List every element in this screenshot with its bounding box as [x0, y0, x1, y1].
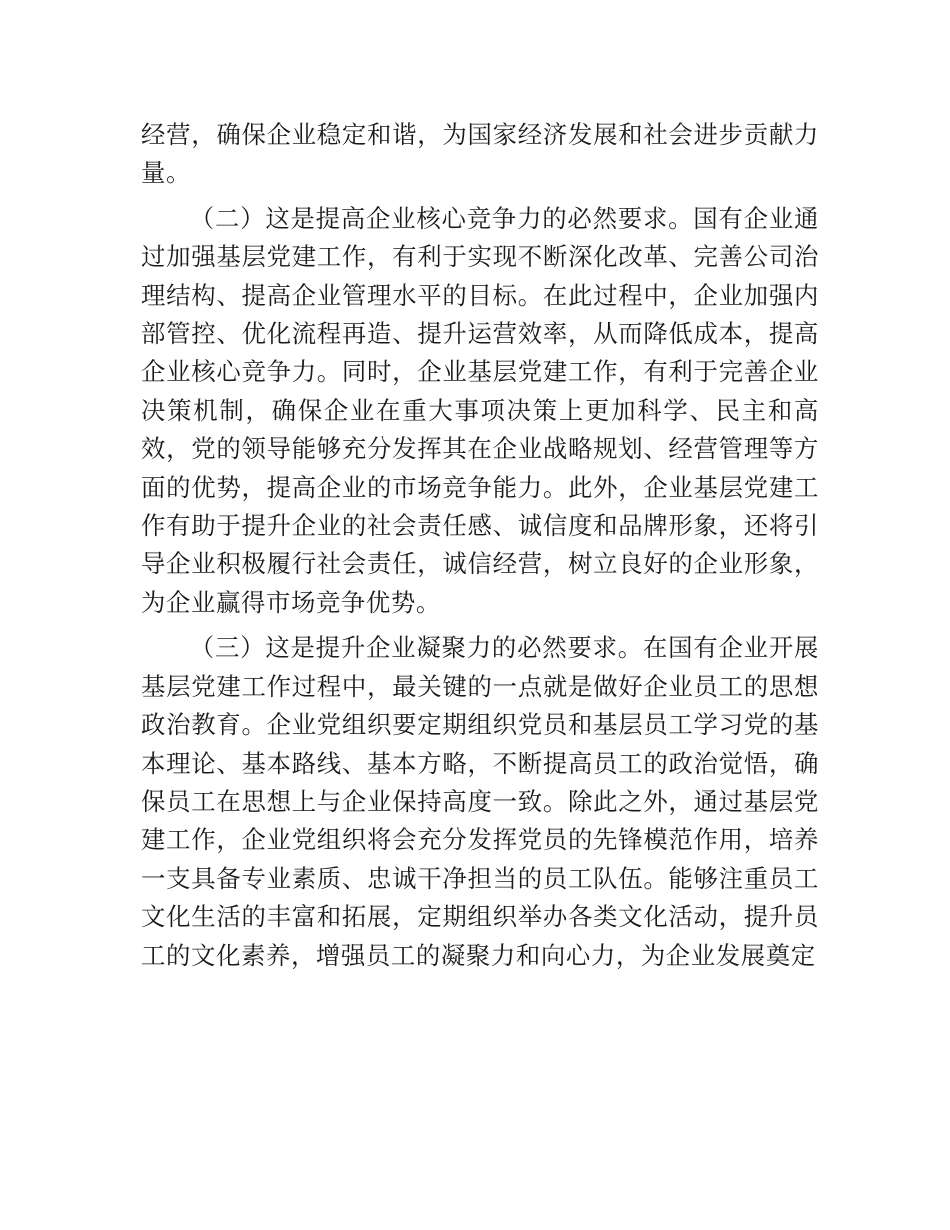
paragraph-point-3: （三）这是提升企业凝聚力的必然要求。在国有企业开展基层党建工作过程中，最关键的一点就是做好企业员工的思想政治教育。企业党组织要定期组织党员和基层员工学习党的基本理论、基本路线、基本方略，不断提高员工的政治觉悟，确保员工在思想上与企业保持高度一致。除此之外，通过基层党建工作，企业党组织将会充分发挥党员的先锋模范作用，培养一支具备专业素质、忠诚干净担当的员工队伍。能够注重员工文化生活的丰富和拓展，定期组织举办各类文化活动，提升员工的文化素养，增强员工的凝聚力和向心力，为企业发展奠定	[141, 633, 819, 970]
document-body	[141, 116, 819, 982]
paragraph-continuation: 经营，确保企业稳定和谐，为国家经济发展和社会进步贡献力量。	[141, 120, 819, 188]
paragraph-point-2: （二）这是提高企业核心竞争力的必然要求。国有企业通过加强基层党建工作，有利于实现不断深化改革、完善公司治理结构、提高企业管理水平的目标。在此过程中，企业加强内部管控、优化流程再造、提升运营效率，从而降低成本，提高企业核心竞争力。同时，企业基层党建工作，有利于完善企业决策机制，确保企业在重大事项决策上更加科学、民主和高效，党的领导能够充分发挥其在企业战略规划、经营管理等方面的优势，提高企业的市场竞争能力。此外，企业基层党建工作有助于提升企业的社会责任感、诚信度和品牌形象，还将引导企业积极履行社会责任，诚信经营，树立良好的企业形象，为企业赢得市场竞争优势。	[141, 203, 819, 617]
